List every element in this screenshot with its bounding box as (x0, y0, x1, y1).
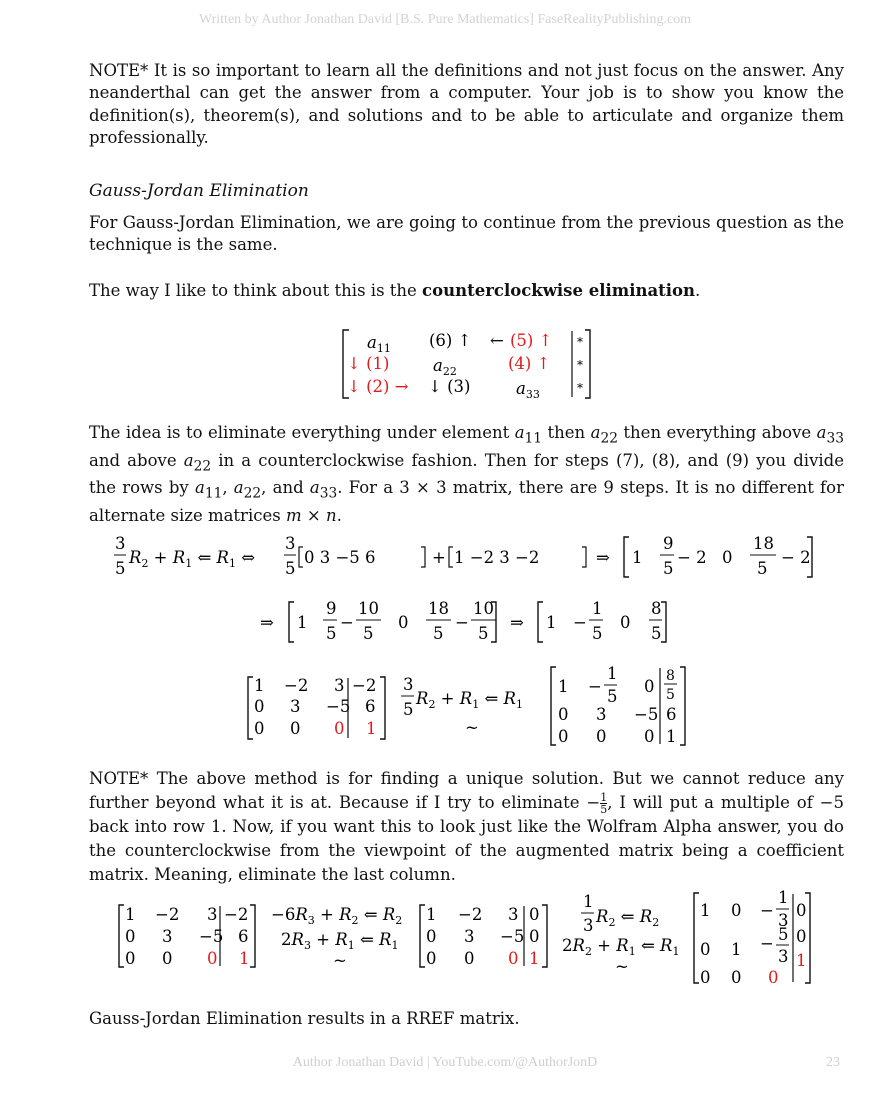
svg-text:3: 3 (778, 947, 789, 966)
note-paragraph: NOTE* It is so important to learn all the definitions and not just focus on the answer. Any neanderthal can get the answer from a computer. Your job is to show you know the definition(s), theorem(s), and solutions and to be able to articulate and organize them professionally. (89, 61, 844, 147)
svg-text:1: 1 (583, 892, 594, 911)
svg-text:0: 0 (620, 613, 631, 632)
counterclockwise-term: counterclockwise elimination (422, 281, 696, 300)
svg-text:~: ~ (465, 718, 479, 737)
svg-text:3: 3 (508, 905, 519, 924)
page-footer: Author Jonathan David | YouTube.com/@AuthorJonD (292, 1055, 598, 1070)
svg-text:0: 0 (529, 927, 540, 946)
svg-text:5: 5 (778, 925, 789, 944)
svg-text:5: 5 (663, 559, 674, 578)
svg-text:5: 5 (433, 624, 444, 643)
svg-text:−5: −5 (634, 705, 659, 724)
svg-text:0: 0 (426, 949, 437, 968)
svg-text:0: 0 (700, 968, 711, 987)
svg-text:0: 0 (207, 949, 218, 968)
svg-text:3: 3 (207, 905, 218, 924)
step1-row-b: 1 −2 3 −2 (454, 548, 540, 567)
svg-text:3: 3 (403, 675, 414, 694)
svg-text:−2: −2 (458, 905, 483, 924)
diagram-arrow-left: ← (490, 331, 504, 350)
svg-text:2R2 + R1 ⇐ R1: $2R_2 + R_1$ ⇐ $R_1$ (562, 936, 680, 958)
svg-text:0: 0 (644, 677, 655, 696)
svg-text:1: 1 (796, 951, 807, 970)
svg-text:0: 0 (334, 719, 345, 738)
svg-text:− 2: − 2 (781, 548, 811, 567)
svg-text:1: 1 (607, 664, 618, 683)
svg-text:1: 1 (666, 727, 677, 746)
svg-text:3: 3 (290, 697, 301, 716)
svg-text:5: 5 (285, 559, 296, 578)
diagram-a22: $a_{22}$ (433, 356, 457, 378)
svg-text:−6R3 + R2 ⇐ R2: $-6R_3 + R_2$ ⇐ $R_2$ (271, 905, 403, 927)
svg-text:18: 18 (753, 534, 774, 553)
svg-text:1: 1 (239, 949, 250, 968)
svg-text:5: 5 (363, 624, 374, 643)
svg-text:−2: −2 (155, 905, 180, 924)
svg-text:−: − (588, 677, 602, 696)
svg-text:0: 0 (558, 705, 569, 724)
svg-text:0: 0 (796, 901, 807, 920)
svg-text:9: 9 (663, 534, 674, 553)
page-header: Written by Author Jonathan David [B.S. Pure Mathematics] FaseRealityPublishing.com (198, 12, 692, 27)
svg-text:1: 1 (778, 888, 789, 907)
svg-text:0: 0 (398, 613, 409, 632)
svg-text:1: 1 (529, 949, 540, 968)
diagram-step3: ↓ (3) (428, 377, 471, 396)
svg-text:0: 0 (125, 927, 136, 946)
svg-text:0: 0 (796, 927, 807, 946)
svg-text:0: 0 (426, 927, 437, 946)
svg-text:1: 1 (297, 613, 308, 632)
svg-text:6: 6 (365, 697, 376, 716)
section-title: Gauss-Jordan Elimination (89, 181, 309, 201)
svg-text:−2: −2 (224, 905, 249, 924)
svg-text:−2: −2 (352, 676, 377, 695)
svg-text:−: − (340, 613, 354, 632)
step1-row-a: 0 3 −5 6 (304, 548, 376, 567)
svg-text:1: 1 (592, 599, 603, 618)
svg-text:1: 1 (546, 613, 557, 632)
svg-text:1: 1 (125, 905, 136, 924)
diagram-step1: ↓ (1) (347, 354, 390, 373)
svg-text:5: 5 (666, 687, 675, 703)
svg-text:1: 1 (731, 940, 742, 959)
svg-text:5: 5 (326, 624, 337, 643)
page-number: 23 (826, 1055, 840, 1070)
diagram-a33: $a_{33}$ (516, 379, 540, 401)
svg-text:0: 0 (731, 901, 742, 920)
svg-text:0: 0 (464, 949, 475, 968)
svg-text:2R3 + R1 ⇐ R1: $2R_3 + R_1$ ⇐ $R_1$ (281, 930, 399, 952)
svg-text:0: 0 (162, 949, 173, 968)
svg-text:0: 0 (596, 727, 607, 746)
diagram-star-1: * (577, 335, 583, 349)
svg-text:0: 0 (768, 968, 779, 987)
svg-text:R2 + R1 ⇐ R1: $R_2 + R_1$ ⇐ $R_1$ (416, 689, 523, 711)
svg-text:5: 5 (478, 624, 489, 643)
svg-text:3: 3 (464, 927, 475, 946)
svg-text:1: 1 (254, 676, 265, 695)
diagram-star-3: * (577, 381, 583, 395)
svg-text:0: 0 (700, 940, 711, 959)
svg-text:5: 5 (651, 624, 662, 643)
svg-text:0: 0 (508, 949, 519, 968)
svg-text:−: − (573, 613, 587, 632)
diagram-step5: (5) ↑ (510, 331, 553, 350)
way-paragraph: The way I like to think about this is the counterclockwise elimination. (89, 281, 701, 300)
svg-text:−: − (760, 901, 774, 920)
svg-text:R2 ⇐ R2: $R_2$ ⇐ $R_2$ (596, 907, 660, 929)
svg-text:8: 8 (651, 599, 662, 618)
svg-text:0: 0 (529, 905, 540, 924)
svg-text:3: 3 (596, 705, 607, 724)
svg-text:1: 1 (558, 677, 569, 696)
svg-text:0: 0 (254, 697, 265, 716)
svg-text:~: ~ (333, 951, 347, 970)
svg-text:⇒: ⇒ (596, 548, 610, 567)
svg-text:3: 3 (583, 916, 594, 935)
svg-text:10: 10 (358, 599, 379, 618)
svg-text:18: 18 (428, 599, 449, 618)
svg-text:1: 1 (426, 905, 437, 924)
svg-text:5: 5 (403, 700, 414, 719)
svg-text:0: 0 (125, 949, 136, 968)
svg-text:3: 3 (778, 911, 789, 930)
svg-text:⇒: ⇒ (260, 613, 274, 632)
conclusion-paragraph: Gauss-Jordan Elimination results in a RREF matrix. (89, 1009, 520, 1028)
svg-text:3: 3 (334, 676, 345, 695)
svg-text:0: 0 (644, 727, 655, 746)
svg-text:−5: −5 (326, 697, 351, 716)
svg-text:1: 1 (632, 548, 643, 567)
svg-text:−5: −5 (500, 927, 525, 946)
idea-paragraph: The idea is to eliminate everything under element $a_{11}$ then $a_{22}$ then everything above $a_{33}$ and above $a_{22}$ in a counterclockwise fashion. Then for steps (7), (8), and (9) you divide the rows by $a_{11}$, $a_{22}$, and $a_{33}$. For a 3 × 3 matrix, there are 9 steps. It is no different for alternate size matrices m × n. (89, 423, 844, 525)
svg-text:− 2: − 2 (677, 548, 707, 567)
svg-text:6: 6 (666, 705, 677, 724)
svg-text:3: 3 (285, 534, 296, 553)
svg-text:⇒: ⇒ (510, 613, 524, 632)
svg-text:~: ~ (615, 957, 629, 976)
svg-text:10: 10 (473, 599, 494, 618)
svg-text:0: 0 (254, 719, 265, 738)
svg-text:−: − (455, 613, 469, 632)
svg-text:6: 6 (238, 927, 249, 946)
svg-text:5: 5 (607, 687, 618, 706)
svg-text:5: 5 (592, 624, 603, 643)
svg-text:0: 0 (290, 719, 301, 738)
svg-text:−2: −2 (284, 676, 309, 695)
intro-paragraph: For Gauss-Jordan Elimination, we are going to continue from the previous question as the technique is the same. (89, 213, 844, 255)
step1-lhs: $R_2 + R_1$ ⇐ $R_1$ ⇔ (129, 548, 256, 570)
svg-text:3: 3 (162, 927, 173, 946)
diagram-step6: (6) ↑ (429, 331, 472, 350)
diagram-a11: $a_{11}$ (367, 333, 391, 355)
svg-text:1: 1 (700, 901, 711, 920)
svg-text:+: + (432, 548, 446, 567)
note2-paragraph: NOTE* The above method is for finding a unique solution. But we cannot reduce any further beyond what it is at. Because if I try to eliminate − $\frac{1}{5}$ , I will put a multiple of −5 back into row 1. Now, if you want this to look just like the Wolfram Alpha answer, you do the counterclockwise from the viewpoint of the augmented matrix being a coefficient matrix. Meaning, eliminate the last column. (89, 769, 845, 884)
svg-text:5: 5 (757, 559, 768, 578)
diagram-star-2: * (577, 358, 583, 372)
svg-text:8: 8 (666, 668, 675, 684)
svg-text:1: 1 (366, 719, 377, 738)
diagram-step4: (4) ↑ (508, 354, 551, 373)
svg-text:9: 9 (326, 599, 337, 618)
svg-text:0: 0 (722, 548, 733, 567)
step1-frac-num: 3 (115, 534, 126, 553)
svg-text:−: − (760, 934, 774, 953)
step1-frac-den: 5 (115, 559, 126, 578)
svg-text:0: 0 (558, 727, 569, 746)
svg-text:−5: −5 (199, 927, 224, 946)
svg-text:0: 0 (731, 968, 742, 987)
diagram-step2: ↓ (2) → (347, 377, 409, 396)
